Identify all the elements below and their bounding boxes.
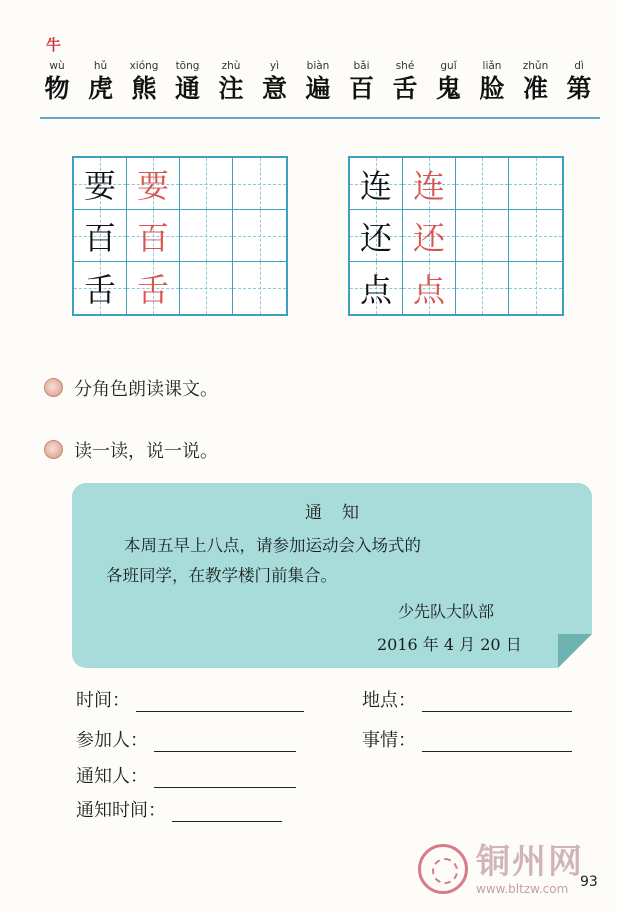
field-matter [362, 726, 572, 752]
field-label: 通知时间： [76, 800, 166, 821]
pinyin: zhù [221, 60, 241, 72]
ear-icon [44, 378, 63, 397]
model-char-cell: 要 [74, 158, 127, 209]
ear-icon [44, 440, 63, 459]
pinyin: xióng [129, 60, 159, 72]
watermark-url: www.bltzw.com [476, 882, 569, 896]
notice-body [106, 531, 564, 591]
grid-row [74, 210, 286, 262]
practice-cell[interactable] [180, 262, 233, 314]
notice-card [72, 483, 592, 668]
pinyin: yì [269, 60, 280, 72]
writing-grid-left [72, 156, 288, 316]
pinyin: guǐ [440, 60, 457, 72]
grid-row [74, 158, 286, 210]
practice-cell[interactable] [509, 262, 562, 314]
field-label: 时间： [76, 690, 130, 711]
hanzi: 脸 [479, 74, 505, 103]
pinyin: wù [49, 60, 65, 72]
model-char-cell: 舌 [74, 262, 127, 314]
new-characters-row [38, 58, 598, 104]
writing-grid-right [348, 156, 564, 316]
practice-cell[interactable] [456, 210, 509, 261]
pinyin: biàn [306, 60, 330, 72]
notice-signature: 少先队大队部 [398, 602, 495, 621]
trace-char-cell[interactable]: 百 [127, 210, 180, 261]
instruction-role-reading: 分角色朗读课文。 [74, 379, 218, 400]
model-char-cell: 百 [74, 210, 127, 261]
hanzi: 准 [522, 74, 548, 103]
place-blank[interactable] [422, 692, 572, 712]
field-label: 通知人： [76, 766, 148, 787]
practice-cell[interactable] [233, 262, 286, 314]
hanzi: 遍 [305, 74, 331, 103]
hanzi: 虎 [87, 74, 113, 103]
practice-cell[interactable] [180, 210, 233, 261]
page-fold-corner [558, 634, 592, 668]
hanzi: 百 [348, 74, 374, 103]
char-cell [169, 58, 207, 104]
pinyin: liǎn [482, 60, 502, 72]
hanzi: 意 [261, 74, 287, 103]
trace-char-cell[interactable]: 舌 [127, 262, 180, 314]
practice-cell[interactable] [233, 158, 286, 209]
header-divider [40, 117, 600, 119]
trace-char-cell[interactable]: 连 [403, 158, 456, 209]
model-char-cell: 点 [350, 262, 403, 314]
hanzi: 注 [218, 74, 244, 103]
pinyin: zhǔn [522, 60, 549, 72]
trace-char-cell[interactable]: 点 [403, 262, 456, 314]
trace-char-cell[interactable]: 还 [403, 210, 456, 261]
hanzi: 第 [566, 74, 592, 103]
char-cell [386, 58, 424, 104]
pinyin: tōng [175, 60, 200, 72]
notice-date: 2016 年 4 月 20 日 [377, 635, 522, 654]
practice-cell[interactable] [180, 158, 233, 209]
char-cell [430, 58, 468, 104]
site-watermark [418, 842, 584, 896]
field-label: 参加人： [76, 730, 148, 751]
watermark-text [476, 842, 584, 896]
char-cell [560, 58, 598, 104]
field-participants [76, 726, 296, 752]
practice-cell[interactable] [509, 210, 562, 261]
practice-cell[interactable] [233, 210, 286, 261]
matter-blank[interactable] [422, 732, 572, 752]
time-blank[interactable] [136, 692, 304, 712]
char-cell [343, 58, 381, 104]
watermark-name: 铜州网 [476, 842, 584, 882]
participants-blank[interactable] [154, 732, 296, 752]
char-cell [256, 58, 294, 104]
notice-line: 各班同学，在教学楼门前集合。 [106, 566, 337, 585]
hanzi: 舌 [392, 74, 418, 103]
pinyin: dì [574, 60, 584, 72]
char-cell [38, 58, 76, 104]
page-number: 93 [580, 874, 598, 890]
field-label: 地点： [362, 690, 416, 711]
char-cell [299, 58, 337, 104]
watermark-logo-icon [418, 844, 468, 894]
field-label: 事情： [362, 730, 416, 751]
model-char-cell: 还 [350, 210, 403, 261]
grid-row [350, 210, 562, 262]
pinyin: shé [395, 60, 415, 72]
notifier-blank[interactable] [154, 768, 296, 788]
hanzi: 通 [174, 74, 200, 103]
field-notice-time [76, 796, 282, 822]
field-time [76, 686, 304, 712]
char-cell [125, 58, 163, 104]
ox-icon: 牛 [46, 36, 62, 54]
model-char-cell: 连 [350, 158, 403, 209]
field-place [362, 686, 572, 712]
pinyin: bǎi [353, 60, 370, 72]
grid-row [74, 262, 286, 314]
practice-cell[interactable] [456, 158, 509, 209]
notice-time-blank[interactable] [172, 802, 282, 822]
char-cell [473, 58, 511, 104]
char-cell [82, 58, 120, 104]
notice-line: 本周五早上八点，请参加运动会入场式的 [124, 536, 421, 555]
field-notifier [76, 762, 296, 788]
pinyin: hǔ [93, 60, 108, 72]
char-cell [212, 58, 250, 104]
hanzi: 物 [44, 74, 70, 103]
practice-cell[interactable] [509, 158, 562, 209]
instruction-read-and-say: 读一读，说一说。 [74, 441, 218, 462]
grid-row [350, 158, 562, 210]
notice-title: 通知 [305, 503, 379, 523]
hanzi: 熊 [131, 74, 157, 103]
practice-cell[interactable] [456, 262, 509, 314]
char-cell [517, 58, 555, 104]
trace-char-cell[interactable]: 要 [127, 158, 180, 209]
hanzi: 鬼 [435, 74, 461, 103]
grid-row [350, 262, 562, 314]
